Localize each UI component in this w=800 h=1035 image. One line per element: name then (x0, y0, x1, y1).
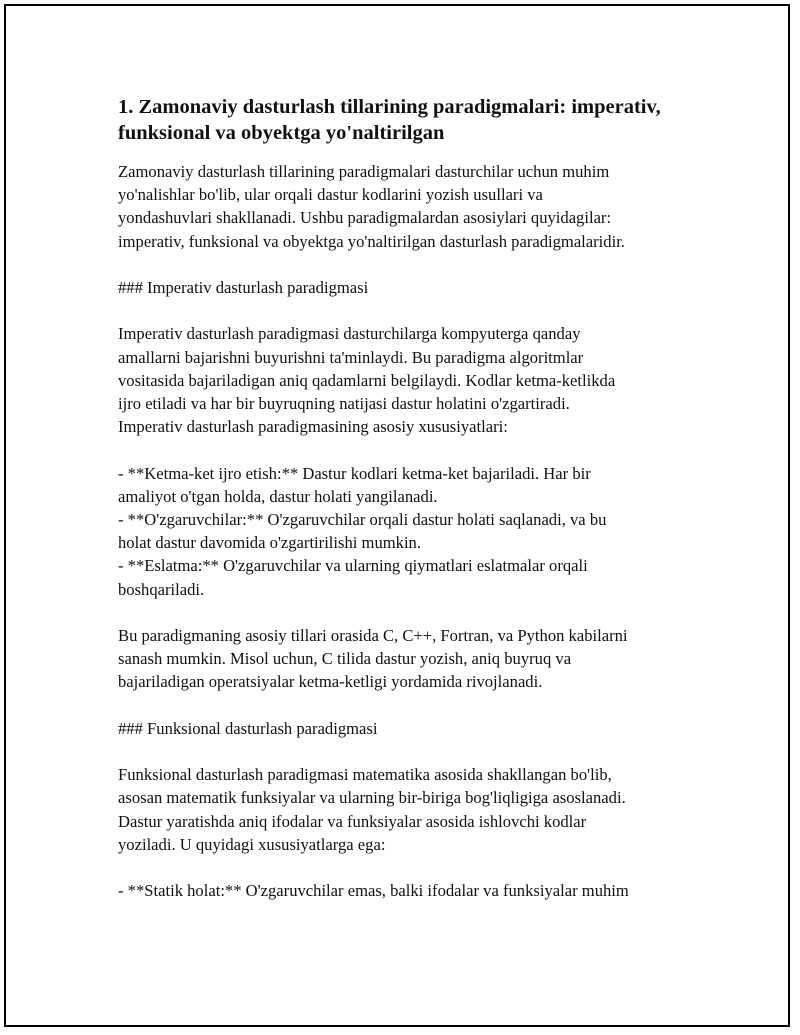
blank-line (118, 601, 698, 624)
body-line: Imperativ dasturlash paradigmasi dasturchilarga kompyuterga qanday (118, 324, 581, 344)
body-line: yondashuvlari shakllanadi. Ushbu paradigmalardan asosiylari quyidagilar: (118, 208, 612, 228)
body-line: yoziladi. U quyidagi xususiyatlarga ega: (118, 834, 386, 854)
document-content (118, 94, 698, 902)
body-line: Zamonaviy dasturlash tillarining paradigmalari dasturchilar uchun muhim (118, 162, 610, 181)
list-item-line: - **Statik holat:** O'zgaruvchilar emas, balki ifodalar va funksiyalar muhim (118, 881, 629, 901)
body-line: bajariladigan operatsiyalar ketma-ketligi yordamida rivojlanadi. (118, 672, 543, 692)
list-item-line: - **Ketma-ket ijro etish:** Dastur kodlari ketma-ket bajariladi. Har bir (118, 463, 591, 483)
list-item-line: holat dastur davomida o'zgartirilishi mumkin. (118, 533, 422, 553)
body-line: amallarni bajarishni buyurishni ta'minlaydi. Bu paradigma algoritmlar (118, 347, 584, 367)
body-line: sanash mumkin. Misol uchun, C tilida dastur yozish, aniq buyruq va (118, 649, 572, 669)
body-line: yo'nalishlar bo'lib, ular orqali dastur kodlarini yozish usullari va (118, 185, 543, 205)
title-line: 1. Zamonaviy dasturlash tillarining paradigmalari: imperativ, (118, 96, 661, 118)
blank-line (118, 299, 698, 322)
list-item-line: - **O'zgaruvchilar:** O'zgaruvchilar orqali dastur holati saqlanadi, va bu (118, 510, 607, 529)
document-body (118, 160, 698, 902)
section-heading: ### Imperativ dasturlash paradigmasi (118, 278, 369, 297)
blank-line (118, 438, 698, 461)
document-title (118, 94, 698, 146)
list-item-line: - **Eslatma:** O'zgaruvchilar va ularning qiymatlari eslatmalar orqali (118, 556, 588, 576)
title-line: funksional va obyektga yo'naltirilgan (118, 122, 445, 144)
body-line: Funksional dasturlash paradigmasi matematika asosida shakllangan bo'lib, (118, 765, 612, 785)
blank-line (118, 740, 698, 763)
section-heading: ### Funksional dasturlash paradigmasi (118, 718, 378, 738)
body-line: Bu paradigmaning asosiy tillari orasida C, C++, Fortran, va Python kabilarni (118, 626, 628, 645)
list-item-line: amaliyot o'tgan holda, dastur holati yangilanadi. (118, 486, 438, 506)
blank-line (118, 253, 698, 276)
body-line: imperativ, funksional va obyektga yo'naltirilgan dasturlash paradigmalaridir. (118, 231, 625, 251)
body-line: Imperativ dasturlash paradigmasining asosiy xususiyatlari: (118, 417, 508, 437)
body-line: vositasida bajariladigan aniq qadamlarni belgilaydi. Kodlar ketma-ketlikda (118, 370, 616, 390)
body-line: ijro etiladi va har bir buyruqning natijasi dastur holatini o'zgartiradi. (118, 394, 570, 413)
blank-line (118, 856, 698, 879)
body-line: Dastur yaratishda aniq ifodalar va funksiyalar asosida ishlovchi kodlar (118, 811, 587, 831)
body-line: asosan matematik funksiyalar va ularning bir-biriga bog'liqligiga asoslanadi. (118, 788, 626, 808)
list-item-line: boshqariladi. (118, 579, 205, 599)
blank-line (118, 694, 698, 717)
